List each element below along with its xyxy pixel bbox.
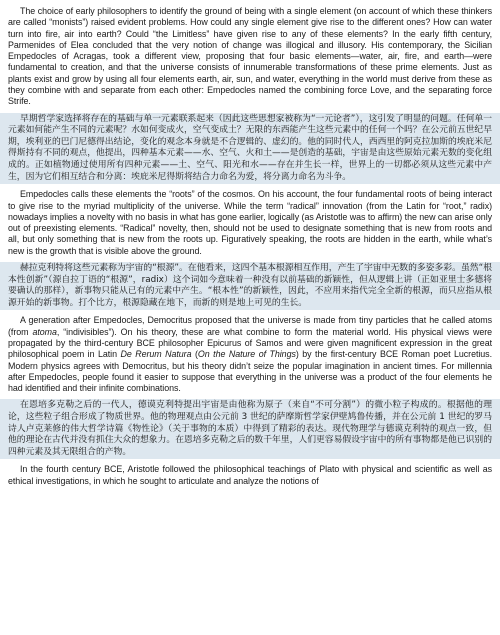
paragraph-english-2 (8, 189, 492, 257)
paragraph-english-1 (8, 6, 492, 108)
text-run: The choice of early philosophers to identify the ground of being with a single element (on account of which these thinkers are called “monists”) raised evident problems. How could any single element give rise to the different ones? How can water turn into fire, air into earth? Could “the Limitless” have given rise to any of these elements? In the early fifth century, Parmenides of Elea concluded that the very notion of change was illogical and illusory. His contemporary, the Sicilian Empedocles of Acragas, took a different view, proposing that four basic elements—water, air, fire, and earth—were fundamental to creation, and that the universe consists of innumerable transformations of these prime elements. Just as plants exist and grow by using all four elements earth, air, sun, and water, everything in the world must derive from these as they combine with and separate from each other: Empedocles named the combining force Love, and the separating force Strife. (8, 6, 492, 107)
paragraph-chinese-1 (0, 113, 500, 185)
text-run: 早期哲学家选择将存在的基础与单一元素联系起来（因此这些思想家被称为“一元论者”），这引发了明显的问题。任何单一元素如何能产生不同的元素呢？水如何变成火，空气变成土？无限的东西能产生这些元素中的任何一个吗？在公元前五世纪早期，埃利亚的巴门尼德得出结论，变化的观念本身就是不合逻辑的、虚幻的。他的同时代人，西西里的阿克拉加斯的埃庇米尼得斯持有不同的观点，他提出，四种基本元素——水、空气、火和土——是创造的基础，宇宙是由这些原始元素无数的变化组成的。正如植物通过使用所有四种元素——土、空气、阳光和水——存在并生长一样，世界上的一切都必须从这些元素中产生，因为它们相互结合和分离：埃庇米尼得斯将结合力命名为爱，将分离力命名为斗争。 (8, 113, 492, 182)
paragraph-chinese-2 (0, 262, 500, 310)
paragraph-english-3 (8, 315, 492, 394)
paragraph-chinese-3 (0, 399, 500, 459)
text-run: 赫拉克利特将这些元素称为宇宙的“根源”。在他看来，这四个基本根源相互作用，产生了宇宙中无数的多姿多彩。虽然“根本性创新”（源自拉丁语的“根源”，radix）这个词如今意味着一种没有以前基础的新颖性，但从逻辑上讲（正如亚里士多德将要确认的那样），新事物只能从已有的元素中产生。“根本性”的新颖性，因此，不应用来指代完全全新的根源，而只应指从根源开始的新事物。打个比方，根源隐藏在地下，而新的则是地上可见的生长。 (8, 263, 492, 308)
paragraph-english-4 (8, 464, 492, 487)
text-run: ) by the first-century BCE Roman poet Lucretius. Modern physics agrees with Democritus, but his theory didn’t seize the popular imagination in ancient times. For millennia after Empedocles, people found it easier to suppose that everything in the universe was a product of the four elements he had identified and their infinite combinations. (8, 349, 492, 394)
text-run: Empedocles calls these elements the “roots” of the cosmos. On his account, the four fundamental roots of being interact to give rise to the myriad multiplicity of the universe. While the term “radical” innovation (from the Latin for “root,” radix) nowadays implies a novelty with no basis in what has gone earlier, logically (as Aristotle was to affirm) the new can arise only out of preexisting elements. “Radical” novelty, then, should not be used to designate something that is new from roots and all, but only something that is new from the roots up. Figuratively speaking, the roots are hidden in the earth, while what’s new is the growth that is visible above the ground. (8, 189, 492, 256)
text-run: A generation after Empedocles, Democritus proposed that the universe is made from tiny particles that he called atoms (from (8, 315, 492, 337)
text-run: ( (191, 349, 198, 360)
italic-text: On the Nature of Things (197, 349, 296, 360)
italic-text: atoma (32, 326, 57, 337)
text-run: In the fourth century BCE, Aristotle followed the philosophical teachings of Plato with physical and scientific as well as ethical investigations, in which he sought to articulate and analyze the notions of (8, 464, 492, 486)
italic-text: De Rerum Natura (120, 349, 192, 360)
text-run: , “indivisibles”). On his theory, these are what combine to form the material world. His physical views were propagated by the third-century BCE philosopher Epicurus of Samos and were given magnificent expression in the great philosophical poem in Latin (8, 326, 493, 360)
text-run: 在恩培多克勒之后的一代人，德谟克利特提出宇宙是由他称为原子（来自“不可分割”）的微小粒子构成的。根据他的理论，这些粒子组合形成了物质世界。他的物理观点由公元前 3 世纪的萨摩斯哲学家伊壁鸠鲁传播，并在公元前 1 世纪的罗马诗人卢克莱修的伟大哲学诗篇《物性论》（关于事物的本质）中得到了精彩的表达。现代物理学与德谟克利特的观点一致，但他的理论在古代并没有抓住大众的想象力。在恩培多克勒之后的数千年里，人们更容易假设宇宙中的所有事物都是他已识别的四种元素及其无限组合的产物。 (8, 400, 492, 457)
